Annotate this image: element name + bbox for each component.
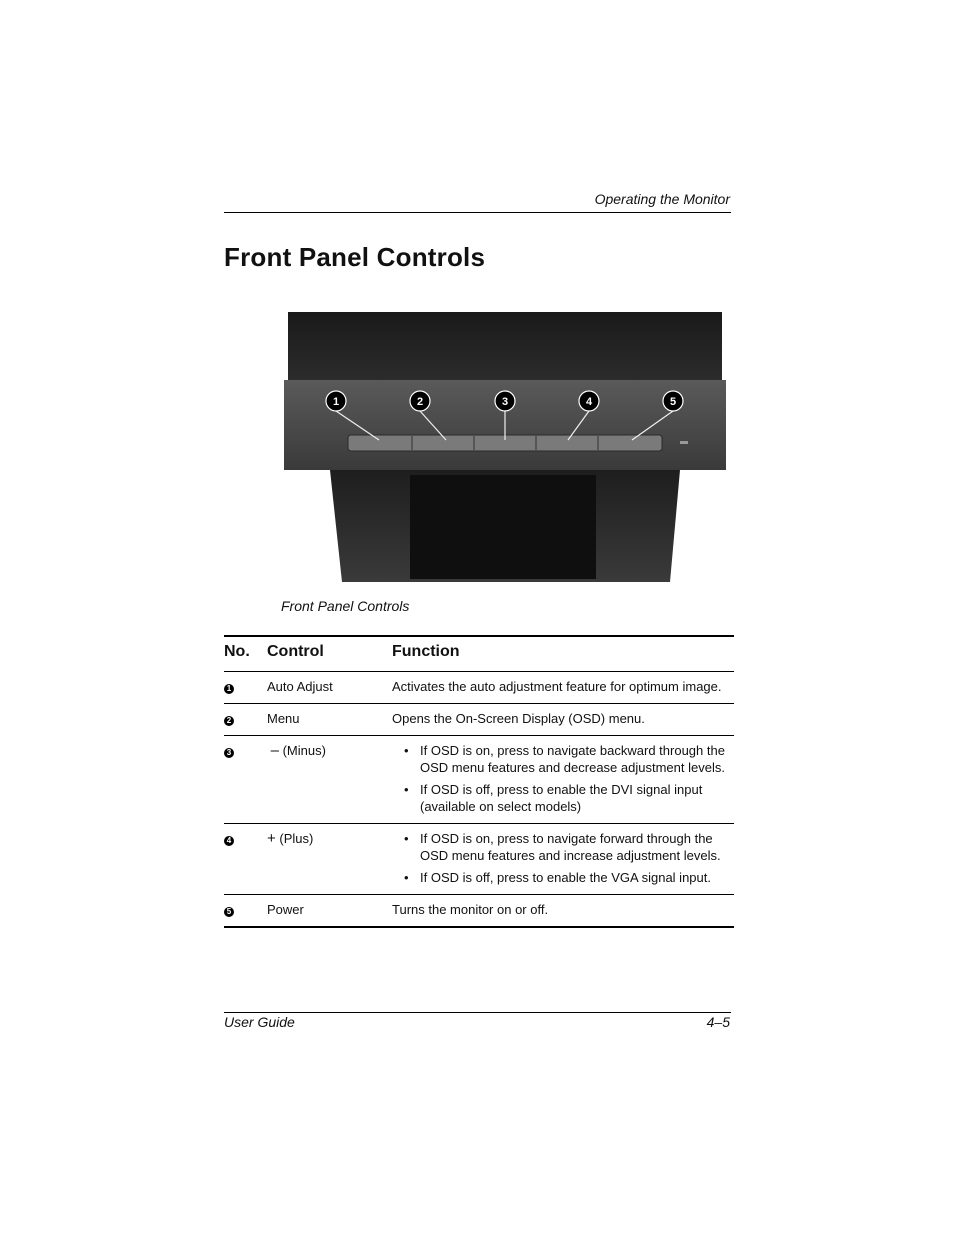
page-title: Front Panel Controls <box>224 242 486 272</box>
number-badge: 1 <box>224 684 234 694</box>
control-name: Menu <box>267 711 300 726</box>
number-badge: 2 <box>224 716 234 726</box>
minus-symbol: – <box>270 742 279 759</box>
control-label: (Plus) <box>279 831 314 846</box>
number-badge: 5 <box>224 907 234 917</box>
bullet-item: • If OSD is off, press to enable the DVI signal input (available on select models) <box>404 781 734 815</box>
table-header-row <box>224 636 734 672</box>
control-function: Opens the On-Screen Display (OSD) menu. <box>392 711 645 726</box>
control-name <box>267 824 392 895</box>
callout-number: 3 <box>501 396 509 408</box>
table-row <box>224 736 734 824</box>
header-function: Function <box>392 643 460 660</box>
table-row <box>224 824 734 895</box>
callout-number: 2 <box>416 396 424 408</box>
control-name <box>267 736 392 824</box>
bullet-item: • If OSD is off, press to enable the VGA signal input. <box>404 869 734 886</box>
power-led <box>680 441 688 444</box>
callout-number: 5 <box>669 396 677 408</box>
table-row <box>224 704 734 736</box>
table-row <box>224 672 734 704</box>
header-rule <box>224 212 731 213</box>
header-control: Control <box>267 643 324 660</box>
number-badge: 3 <box>224 748 234 758</box>
plus-symbol: + <box>267 830 276 847</box>
header-no: No. <box>224 643 250 660</box>
callout-number: 4 <box>585 396 593 408</box>
page-number: 4–5 <box>706 1014 730 1030</box>
table-row <box>224 895 734 928</box>
control-function: Activates the auto adjustment feature for optimum image. <box>392 679 722 694</box>
control-function: Turns the monitor on or off. <box>392 902 549 917</box>
figure-caption: Front Panel Controls <box>281 598 410 614</box>
control-name: Power <box>267 902 304 917</box>
number-badge: 4 <box>224 836 234 846</box>
control-name: Auto Adjust <box>267 679 333 694</box>
bullet-item: • If OSD is on, press to navigate forward through the OSD menu features and increase adjustment levels. <box>404 830 734 864</box>
callout-number: 1 <box>332 396 340 408</box>
front-panel-figure <box>284 310 726 585</box>
running-header: Operating the Monitor <box>594 191 730 207</box>
function-bullets <box>392 742 734 815</box>
footer-doc-title: User Guide <box>224 1014 295 1030</box>
function-bullets <box>392 830 734 886</box>
control-label: (Minus) <box>282 743 326 758</box>
monitor-bezel-top <box>288 312 722 382</box>
bullet-item: • If OSD is on, press to navigate backward through the OSD menu features and decrease adjustment levels. <box>404 742 734 776</box>
footer-rule <box>224 1012 731 1013</box>
controls-table <box>224 635 734 928</box>
